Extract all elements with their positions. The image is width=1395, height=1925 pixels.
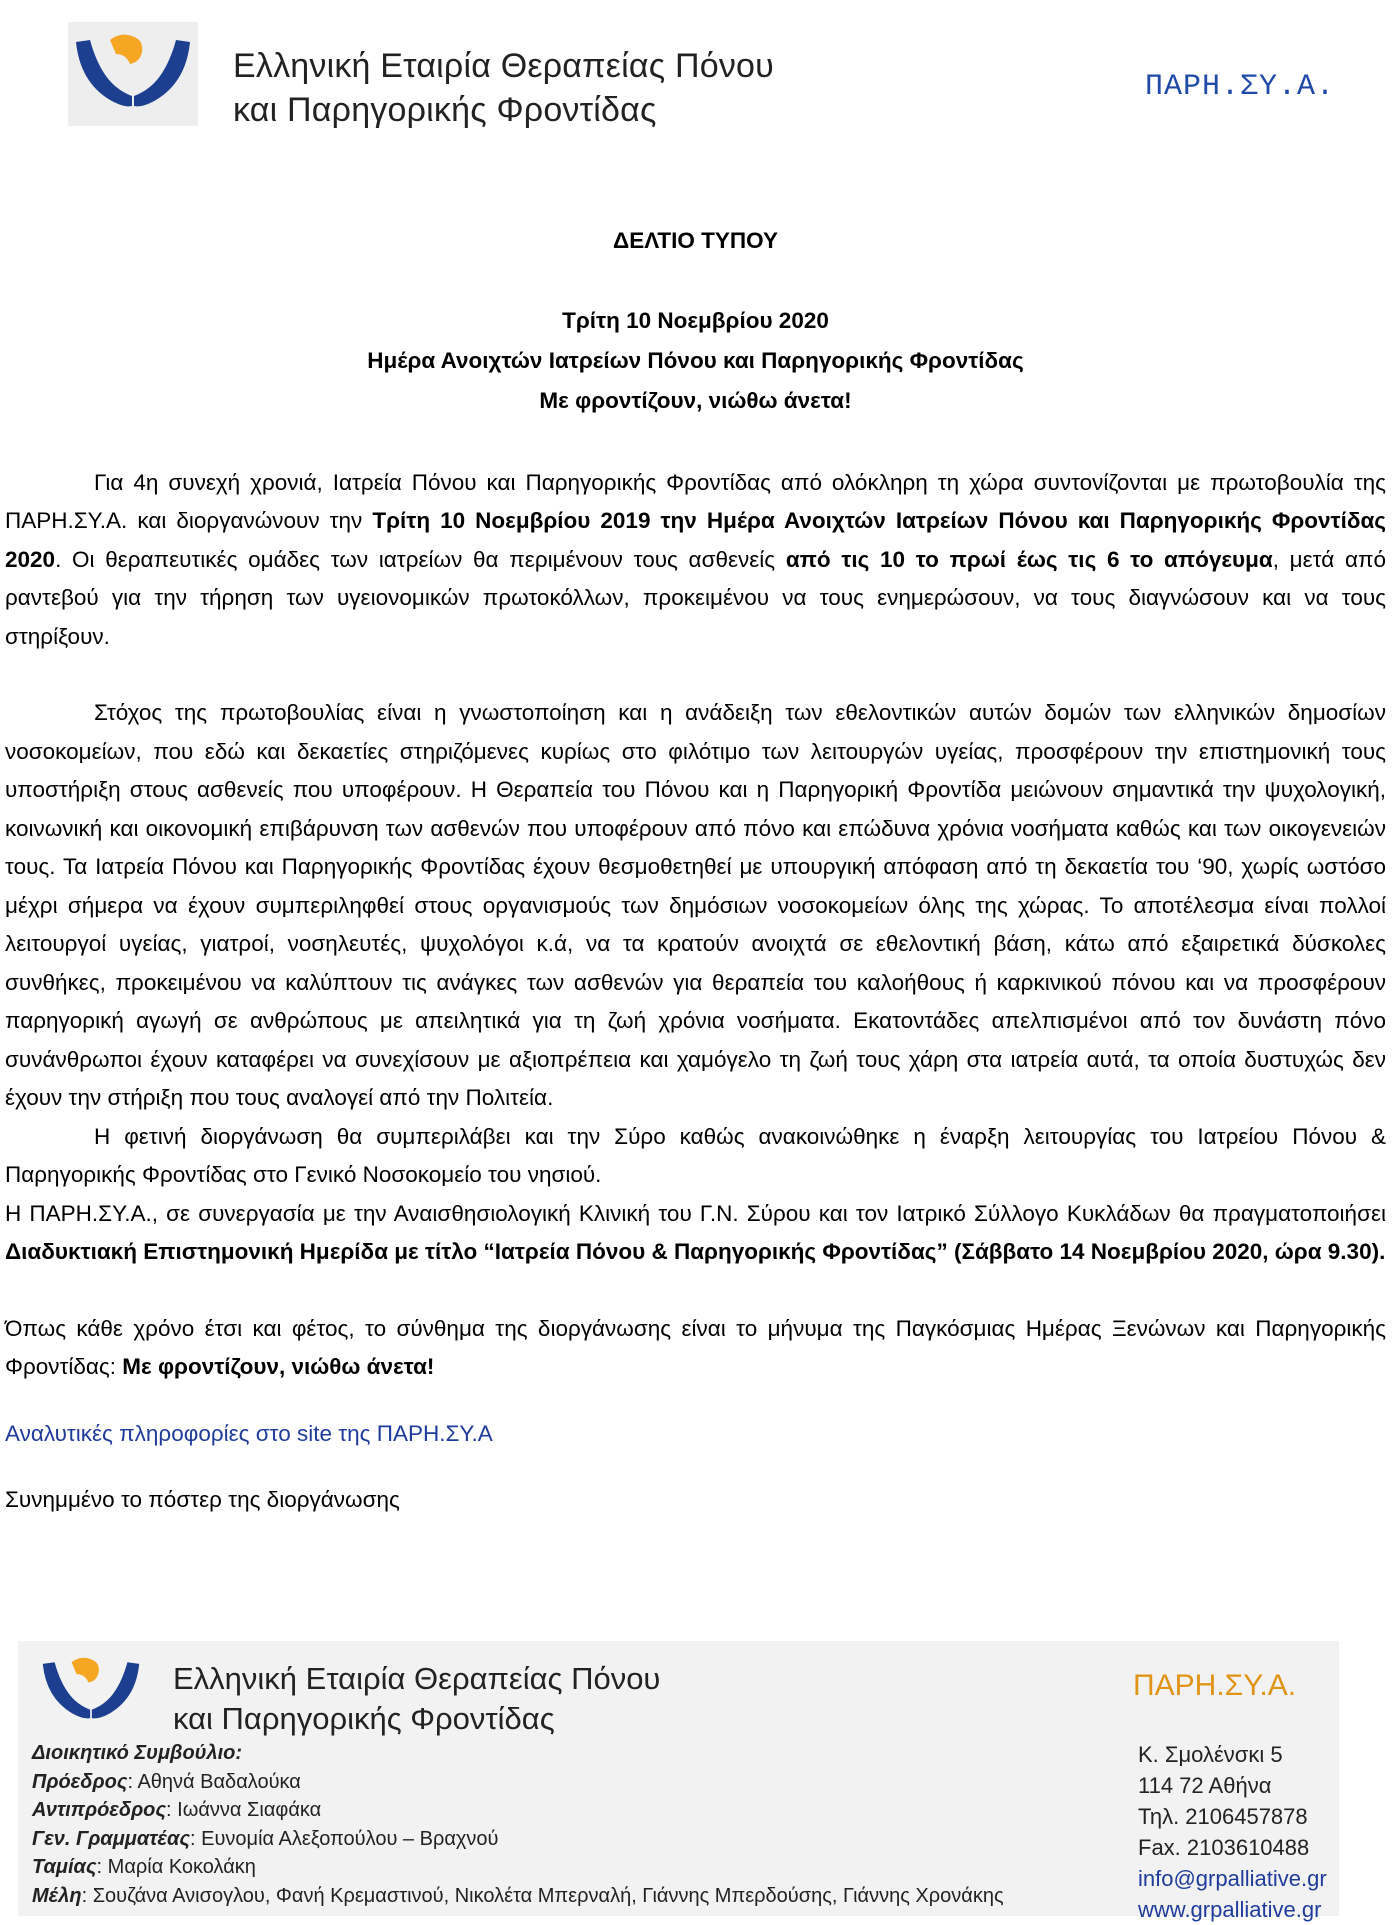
footer-org-name [173,1659,660,1739]
org-name-line1: Ελληνική Εταιρία Θεραπείας Πόνου [233,47,774,85]
p1-bold-hours: από τις 10 το πρωί έως τις 6 το απόγευμα [785,546,1273,572]
contact-phone: Τηλ. 2106457878 [1138,1804,1308,1829]
board-role: Πρόεδρος [32,1770,128,1793]
paragraph-slogan [5,1310,1386,1387]
board-name: : Ευνομία Αλεξοπούλου – Βραχνού [190,1827,499,1850]
paragraph-syros: Η φετινή διοργάνωση θα συμπεριλάβει και την Σύρο καθώς ανακοινώθηκε η έναρξη λειτουργίας του Ιατρείου Πόνου & Παρηγορικής Φροντίδας στο Γενικό Νοσοκομείο του νησιού. [5,1123,1386,1187]
hands-logo-icon [68,22,198,126]
board-member [32,1768,1004,1797]
contact-address: Κ. Σμολένσκι 5 [1138,1742,1283,1767]
board-role: Γεν. Γραμματέας [32,1827,191,1850]
p4-text: Η ΠΑΡΗ.ΣΥ.Α., σε συνεργασία με την Αναισθησιολογική Κλινική του Γ.Ν. Σύρου και τον Ιατρικό Σύλλογο Κυκλάδων θα πραγματοποιήσει [5,1200,1386,1226]
board-list [32,1739,1004,1910]
board-role: Ταμίας [32,1856,97,1878]
contact-website[interactable]: www.grpalliative.gr [1138,1897,1322,1922]
footer-org-line1: Ελληνική Εταιρία Θεραπείας Πόνου [173,1661,661,1696]
board-role: Αντιπρόεδρος [32,1799,167,1821]
subtitle-event: Ημέρα Ανοιχτών Ιατρείων Πόνου και Παρηγορικής Φροντίδας [367,347,1024,373]
org-name [233,44,774,132]
hands-logo-icon [36,1646,146,1736]
subtitle-date: Τρίτη 10 Νοεμβρίου 2020 [562,307,829,333]
footer-acronym: ΠΑΡΗ.ΣΥ.Α. [1133,1669,1297,1702]
header-acronym: ΠΑΡΗ.ΣΥ.Α. [1144,70,1335,104]
paragraph-webinar [5,1195,1386,1272]
press-release-body [5,222,1386,1520]
board-member [32,1825,1004,1854]
org-name-line2: και Παρηγορικής Φροντίδας [233,91,657,129]
p5-bold-slogan: Με φροντίζουν, νιώθω άνετα! [122,1354,435,1379]
paragraph-goal: Στόχος της πρωτοβουλίας είναι η γνωστοποίηση και η ανάδειξη των εθελοντικών αυτών δομών των ελληνικών δημοσίων νοσοκομείων, που εδώ και δεκαετίες στηριζόμενες κυρίως στο φιλότιμο των λειτουργών υγείας, προσφέρουν την επιστημονική τους υποστήριξη στους ασθενείς που υποφέρουν. Η Θεραπεία του Πόνου και η Παρηγορική Φροντίδα μειώνουν σημαντικά την ψυχολογική, κοινωνική και οικονομική επιβάρυνση των ασθενών που υποφέρουν από πόνο και επώδυνα χρόνια νοσήματα καθώς και των οικογενειών τους. Τα Ιατρεία Πόνου και Παρηγορικής Φροντίδας έχουν θεσμοθετηθεί με υπουργική απόφαση από τη δεκαετία του ‘90, χωρίς ωστόσο μέχρι σήμερα να έχουν συμπεριληφθεί στους οργανισμούς των δημόσιων νοσοκομείων όλης της χώρας. Το αποτέλεσμα είναι πολλοί λειτουργοί υγείας, γιατροί, νοσηλευτές, ψυχολόγοι κ.ά, να τα κρατούν ανοιχτά σε εθελοντική βάση, κάτω από εξαιρετικά δύσκολες συνθήκες, προκειμένου να καλύπτουν τις ανάγκες των ασθενών για θεραπεία του καλοήθους ή καρκινικού πόνου και να προσφέρουν παρηγορική αγωγή σε ανθρώπους με απειλητικά για τη ζωή χρόνια νοσήματα. Εκατοντάδες απελπισμένοι από τον δυνάστη πόνο συνάνθρωποι έχουν καταφέρει να συνεχίσουν με αξιοπρέπεια και χαμόγελο τη ζωή τους χάρη στα ιατρεία αυτά, τα οποία δυστυχώς δεν έχουν την στήριξη που τους αναλογεί από την Πολιτεία. [5,700,1386,1110]
footer-org-line2: και Παρηγορικής Φροντίδας [173,1701,555,1736]
p1-text-b: . Οι θεραπευτικές ομάδες των ιατρείων θα περιμένουν τους ασθενείς [55,546,786,572]
board-name: : Ιωάννα Σιαφάκα [166,1799,322,1821]
attachment-note: Συνημμένο το πόστερ της διοργάνωσης [5,1487,400,1512]
contact-fax: Fax. 2103610488 [1138,1835,1310,1860]
paragraph-intro [5,464,1386,657]
p4-bold-webinar: Διαδυκτιακή Επιστημονική Ημερίδα με τίτλο “Ιατρεία Πόνου & Παρηγορικής Φροντίδας” (Σάββατο 14 Νοεμβρίου 2020, ώρα 9.30). [5,1239,1386,1264]
info-link[interactable]: Αναλυτικές πληροφορίες στο site της ΠΑΡΗ.ΣΥ.Α [5,1420,493,1446]
board-member [32,1853,1004,1882]
board-name: : Μαρία Κοκολάκη [96,1856,256,1878]
board-member [32,1882,1004,1911]
p1-bold-event: Τρίτη 10 Νοεμβρίου 2019 την Ημέρα Ανοιχτών Ιατρείων Πόνου και Παρηγορικής Φροντίδας 2020 [5,508,1386,572]
board-member [32,1796,1004,1825]
p5-text: Όπως κάθε χρόνο έτσι και φέτος, το σύνθημα της διοργάνωσης είναι το μήνυμα της Παγκόσμιας Ημέρας Ξενώνων και Παρηγορικής Φροντίδας: [5,1315,1386,1379]
contact-email[interactable]: info@grpalliative.gr [1138,1866,1327,1891]
poster-banner [18,1641,1339,1922]
board-title: Διοικητικό Συμβούλιο: [32,1742,243,1764]
p1-text-c: , μετά από ραντεβού για την τήρηση των υγειονομικών πρωτοκόλλων, προκειμένου να τους ενημερώσουν, να τους διαγνώσουν και να τους στηρίξουν. [5,546,1387,649]
contact-city: 114 72 Αθήνα [1138,1773,1272,1798]
subtitle-slogan: Με φροντίζουν, νιώθω άνετα! [539,387,852,413]
contact-info [1138,1739,1327,1925]
doc-title: ΔΕΛΤΙΟ ΤΥΠΟΥ [613,228,778,253]
p1-text-a: Για 4η συνεχή χρονιά, Ιατρεία Πόνου και Παρηγορικής Φροντίδας από ολόκληρη τη χώρα συντονίζονται με πρωτοβουλία της ΠΑΡΗ.ΣΥ.Α. και διοργανώνουν την [5,469,1386,533]
board-name: : Αθηνά Βαδαλούκα [127,1770,301,1793]
board-name: : Σουζάνα Ανισογλου, Φανή Κρεμαστινού, Νικολέτα Μπερναλή, Γιάννης Μπερδούσης, Γιάννης Χρονάκης [81,1884,1004,1907]
board-role: Μέλη [32,1884,82,1907]
doc-subtitle [5,301,1386,421]
